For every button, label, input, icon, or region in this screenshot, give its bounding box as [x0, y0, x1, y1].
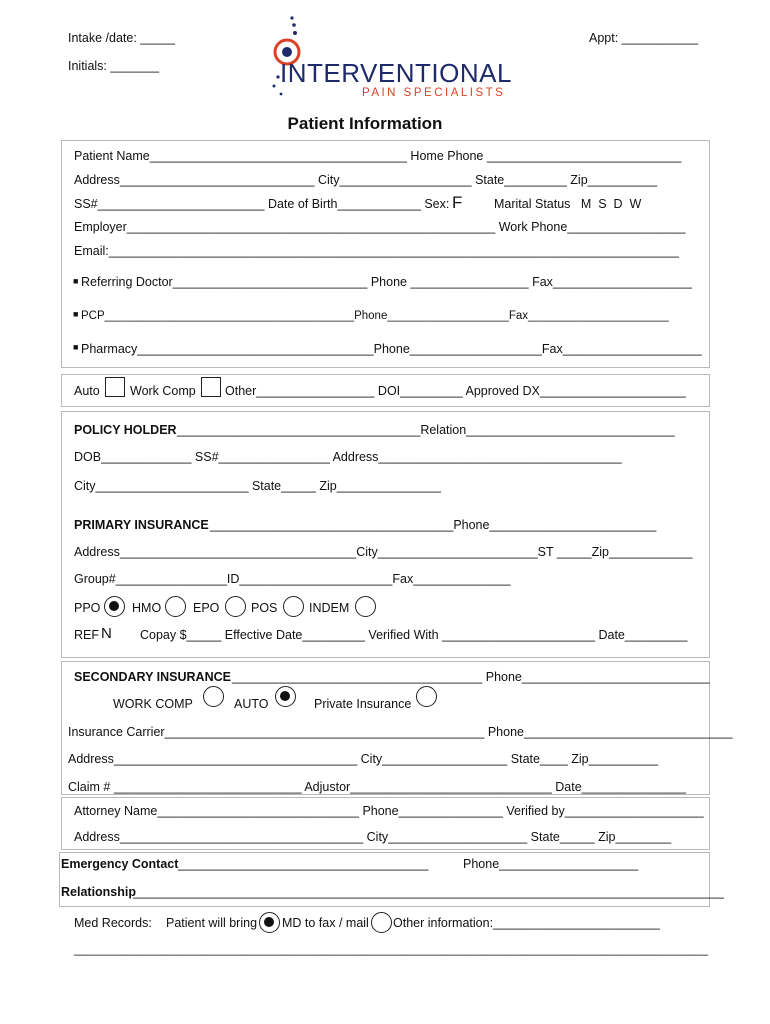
other-information-row[interactable]: Other information:________________________ — [393, 916, 660, 930]
emergency-contact-label: Emergency Contact — [61, 857, 179, 871]
primary-insurance-row[interactable]: ___________________________________Phone________________________ — [210, 518, 657, 532]
bullet-icon: ■ — [73, 309, 79, 319]
policy-holder-label: POLICY HOLDER — [74, 423, 177, 437]
insurance-carrier-row[interactable]: Insurance Carrier______________________________________________ Phone______________________________ — [68, 725, 733, 739]
logo-wordmark: INTERVENTIONAL — [280, 58, 512, 88]
initials-field[interactable]: Initials: _______ — [68, 59, 160, 73]
plan-hmo-label: HMO — [132, 601, 162, 615]
patient-will-bring-label: Patient will bring — [166, 916, 258, 930]
employer-row[interactable]: Employer_____________________________________________________ Work Phone_________________ — [74, 220, 686, 234]
med-records-label: Med Records: — [74, 916, 152, 930]
secondary-insurance-row[interactable]: ____________________________________ Phone___________________________ — [232, 670, 710, 684]
policy-city-row[interactable]: City______________________ State_____ Zip_______________ — [74, 479, 442, 493]
work-comp-option-label: WORK COMP — [113, 697, 193, 711]
plan-hmo-radio[interactable] — [165, 596, 186, 617]
plan-epo-label: EPO — [193, 601, 220, 615]
primary-group-row[interactable]: Group#________________ID______________________Fax______________ — [74, 572, 511, 586]
plan-ppo-label: PPO — [74, 601, 101, 615]
other-doi-dx-row[interactable]: Other_________________ DOI_________ Approved DX_____________________ — [225, 384, 686, 398]
auto-option-label: AUTO — [234, 697, 269, 711]
attorney-row[interactable]: Attorney Name_____________________________ Phone_______________ Verified by____________________ — [74, 804, 704, 818]
plan-indem-label: INDEM — [309, 601, 350, 615]
policy-dob-row[interactable]: DOB_____________ SS#________________ Address___________________________________ — [74, 450, 622, 464]
md-fax-mail-radio[interactable] — [371, 912, 392, 933]
primary-insurance-label: PRIMARY INSURANCE — [74, 518, 209, 532]
private-insurance-radio[interactable] — [416, 686, 437, 707]
emergency-contact-row[interactable]: ____________________________________ Phone____________________ — [178, 857, 639, 871]
page-title: Patient Information — [287, 114, 443, 133]
secondary-insurance-label: SECONDARY INSURANCE — [74, 670, 231, 684]
work-comp-label: Work Comp — [130, 384, 196, 398]
ref-value: N — [101, 625, 112, 642]
pharmacy-row[interactable]: Pharmacy__________________________________Phone___________________Fax____________________ — [81, 342, 702, 356]
logo-subtitle: PAIN SPECIALISTS — [362, 87, 506, 99]
sex-value: F — [452, 193, 463, 212]
auto-radio[interactable] — [275, 686, 296, 707]
attorney-address-row[interactable]: Address___________________________________ City____________________ State_____ Zip________ — [74, 830, 672, 844]
appt-field[interactable]: Appt: ___________ — [589, 31, 699, 45]
patient-will-bring-radio[interactable] — [259, 912, 280, 933]
email-row[interactable]: Email:__________________________________________________________________________________ — [74, 244, 679, 258]
address-row[interactable]: Address____________________________ City___________________ State_________ Zip__________ — [74, 173, 658, 187]
secondary-address-row[interactable]: Address___________________________________ City__________________ State____ Zip__________ — [68, 752, 659, 766]
plan-epo-radio[interactable] — [225, 596, 246, 617]
intake-date-field[interactable]: Intake /date: _____ — [68, 31, 176, 45]
plan-ppo-radio[interactable] — [104, 596, 125, 617]
plan-pos-radio[interactable] — [283, 596, 304, 617]
marital-status[interactable]: Marital Status M S D W — [494, 197, 642, 211]
referring-doctor-row[interactable]: Referring Doctor____________________________ Phone _________________ Fax____________________ — [81, 275, 692, 289]
plan-pos-label: POS — [251, 601, 278, 615]
private-insurance-label: Private Insurance — [314, 697, 412, 711]
copay-row[interactable]: Copay $_____ Effective Date_________ Verified With ______________________ Date_________ — [140, 628, 688, 642]
primary-address-row[interactable]: Address__________________________________City_______________________ST _____Zip____________ — [74, 545, 693, 559]
bullet-icon: ■ — [73, 342, 79, 352]
additional-info-line[interactable]: _______________________________________________________________________________________________ — [74, 942, 709, 956]
ref-label: REF — [74, 628, 99, 642]
relationship-label: Relationship — [61, 885, 137, 899]
work-comp-radio[interactable] — [203, 686, 224, 707]
auto-label: Auto — [74, 384, 100, 398]
bullet-icon: ■ — [73, 276, 79, 286]
plan-indem-radio[interactable] — [355, 596, 376, 617]
insurance-section — [61, 411, 710, 658]
claim-row[interactable]: Claim # ___________________________ Adjustor_____________________________ Date_______________ — [68, 780, 686, 794]
pcp-row[interactable]: PCP_______________________________________Phone___________________Fax______________________ — [81, 310, 669, 322]
auto-checkbox[interactable] — [105, 377, 125, 397]
work-comp-checkbox[interactable] — [201, 377, 221, 397]
relationship-row[interactable]: _____________________________________________________________________________________ — [133, 885, 724, 899]
ss-dob-row[interactable]: SS#________________________ Date of Birth____________ Sex: — [74, 197, 450, 211]
policy-holder-row[interactable]: ___________________________________Relation______________________________ — [177, 423, 675, 437]
md-fax-mail-label: MD to fax / mail — [282, 916, 369, 930]
patient-name-row[interactable]: Patient Name_____________________________________ Home Phone ____________________________ — [74, 149, 682, 163]
